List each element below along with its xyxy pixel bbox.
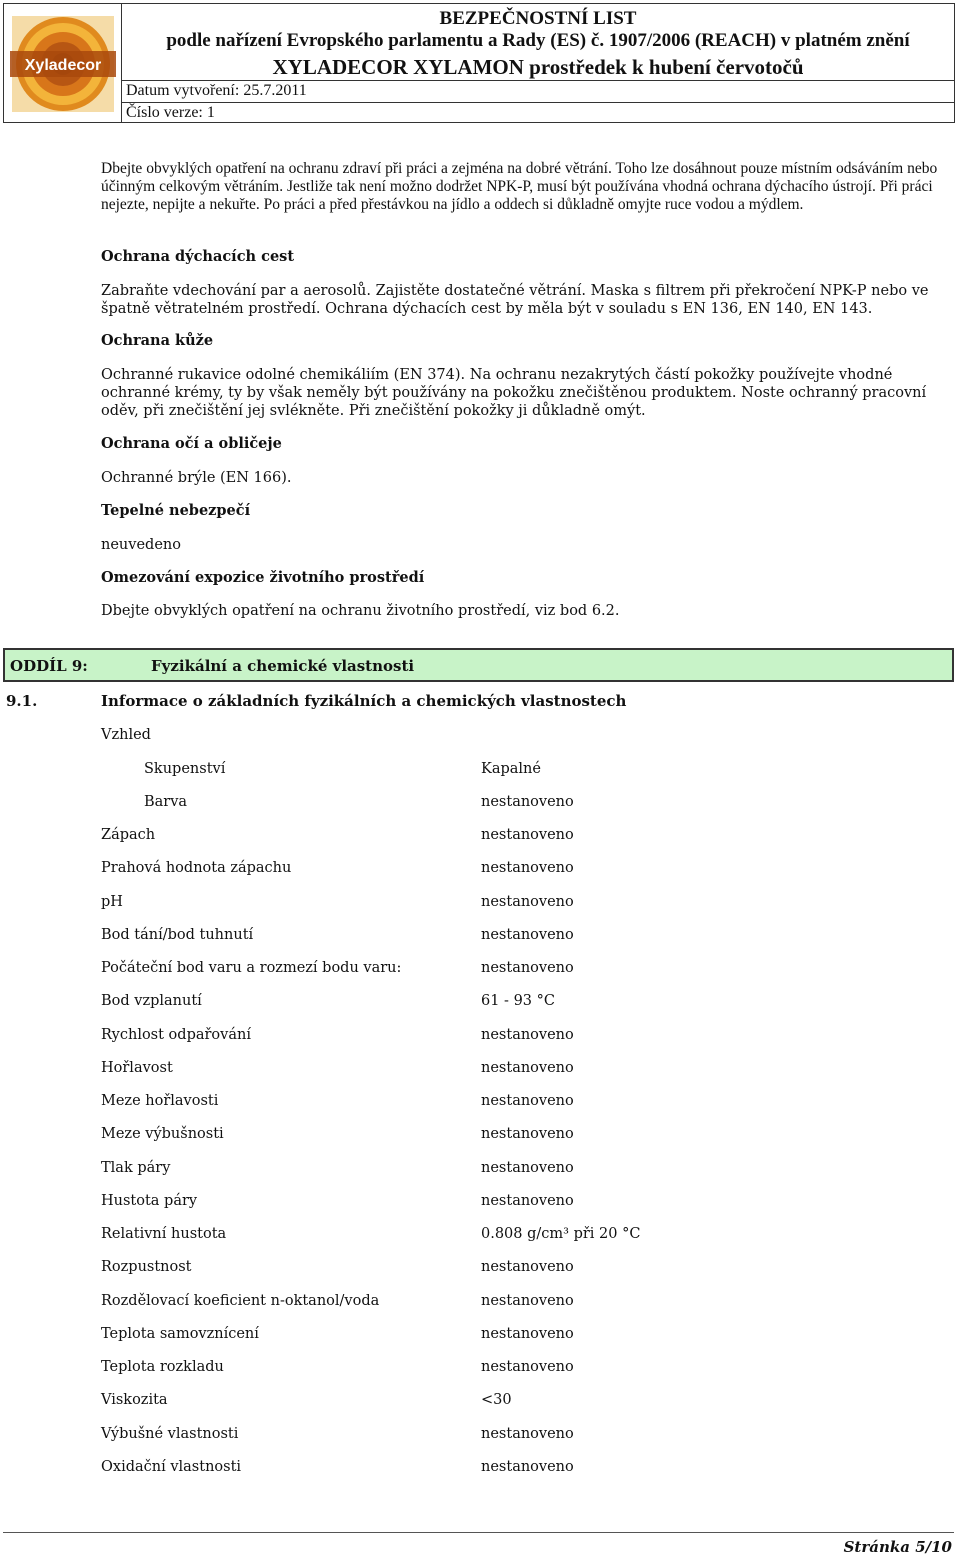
header-titles [122,4,954,122]
property-value: nestanoveno [481,927,574,943]
property-label: Barva [144,794,188,810]
property-label: Teplota samovznícení [101,1326,259,1342]
property-value: nestanoveno [481,960,574,976]
property-label: Viskozita [101,1392,168,1408]
property-value: nestanoveno [481,1193,574,1209]
property-value: nestanoveno [481,1459,574,1475]
subsection-title: Informace o základních fyzikálních a chemických vlastnostech [101,692,627,710]
section-9-bar [3,648,954,682]
property-value: nestanoveno [481,894,574,910]
property-value: nestanoveno [481,1093,574,1109]
property-label: Skupenství [144,761,226,777]
property-label: pH [101,894,123,910]
property-value: nestanoveno [481,1160,574,1176]
creation-date: Datum vytvoření: 25.7.2011 [126,82,307,99]
property-label: Rychlost odpařování [101,1027,251,1043]
skin-protection-heading: Ochrana kůže [101,332,214,349]
property-value: nestanoveno [481,1426,574,1442]
property-label: Hořlavost [101,1060,173,1076]
property-label: Bod vzplanutí [101,993,202,1009]
property-value: nestanoveno [481,1359,574,1375]
property-value: 0.808 g/cm³ při 20 °C [481,1226,641,1242]
doc-type-title: BEZPEČNOSTNÍ LIST [439,8,637,29]
thermal-hazard-heading: Tepelné nebezpečí [101,502,251,519]
thermal-hazard-text: neuvedeno [101,537,181,553]
xyladecor-logo [10,14,116,114]
respiratory-protection-text: Zabraňte vdechování par a aerosolů. Zajistěte dostatečné větrání. Maska s filtrem při překročení NPK-P nebo ve špatně větratelném prostředí. Ochrana dýchacích cest by měla být v souladu s EN 136, EN 140, EN 143. [101,283,929,317]
property-label: Výbušné vlastnosti [101,1426,239,1442]
property-value: <30 [481,1392,512,1408]
property-value: nestanoveno [481,1259,574,1275]
respiratory-protection-heading: Ochrana dýchacích cest [101,248,295,265]
section-title: Fyzikální a chemické vlastnosti [151,657,415,675]
property-label: Zápach [101,827,156,843]
version-number: Číslo verze: 1 [126,104,215,121]
property-label: Meze hořlavosti [101,1093,219,1109]
appearance-label: Vzhled [101,727,151,743]
logo-text: Xyladecor [24,57,102,74]
property-label: Hustota páry [101,1193,198,1209]
property-label: Oxidační vlastnosti [101,1459,242,1475]
property-label: Prahová hodnota zápachu [101,860,292,876]
property-label: Meze výbušnosti [101,1126,224,1142]
skin-protection-text: Ochranné rukavice odolné chemikáliím (EN 374). Na ochranu nezakrytých částí pokožky používejte vhodné ochranné krémy, ty by však neměly být používány na pokožku znečištěnou produktem. Noste ochranný pracovní oděv, při znečištění jej svlékněte. Při znečištění pokožky ji důkladně omýt. [101,367,927,419]
footer-divider [3,1532,954,1533]
property-value: nestanoveno [481,1060,574,1076]
property-value: nestanoveno [481,860,574,876]
document-header [3,3,955,123]
logo-cell [4,4,122,122]
property-value: nestanoveno [481,794,574,810]
product-name: XYLADECOR XYLAMON prostředek k hubení červotočů [272,55,804,79]
property-value: Kapalné [481,761,541,777]
property-label: Teplota rozkladu [101,1359,224,1375]
subsection-number: 9.1. [6,692,38,710]
property-value: nestanoveno [481,1326,574,1342]
eye-protection-text: Ochranné brýle (EN 166). [101,470,292,486]
property-label: Rozdělovací koeficient n-oktanol/voda [101,1293,380,1309]
property-label: Bod tání/bod tuhnutí [101,927,254,943]
page-number: Stránka 5/10 [843,1538,952,1556]
property-label: Rozpustnost [101,1259,192,1275]
eye-protection-heading: Ochrana očí a obličeje [101,435,282,452]
header-divider [122,102,954,103]
property-value: 61 - 93 °C [481,993,555,1009]
environmental-exposure-heading: Omezování expozice životního prostředí [101,569,425,586]
section-number: ODDÍL 9: [10,657,88,675]
property-value: nestanoveno [481,827,574,843]
property-label: Relativní hustota [101,1226,227,1242]
property-value: nestanoveno [481,1027,574,1043]
hygiene-paragraph: Dbejte obvyklých opatření na ochranu zdraví při práci a zejména na dobré větrání. Toho lze dosáhnout pouze místním odsáváním nebo účinným celkovým větráním. Jestliže tak není možno dodržet NPK-P, musí být používána vhodná ochrana dýchacího ústrojí. Při práci nejezte, nepijte a nekuřte. Po práci a před přestávkou na jídlo a oddech si důkladně omyjte ruce vodou a mýdlem. [101,160,938,213]
regulation-reference: podle nařízení Evropského parlamentu a Rady (ES) č. 1907/2006 (REACH) v platném znění [166,30,910,51]
environmental-exposure-text: Dbejte obvyklých opatření na ochranu životního prostředí, viz bod 6.2. [101,603,620,619]
property-label: Počáteční bod varu a rozmezí bodu varu: [101,960,402,976]
property-value: nestanoveno [481,1126,574,1142]
property-value: nestanoveno [481,1293,574,1309]
property-label: Tlak páry [101,1160,171,1176]
